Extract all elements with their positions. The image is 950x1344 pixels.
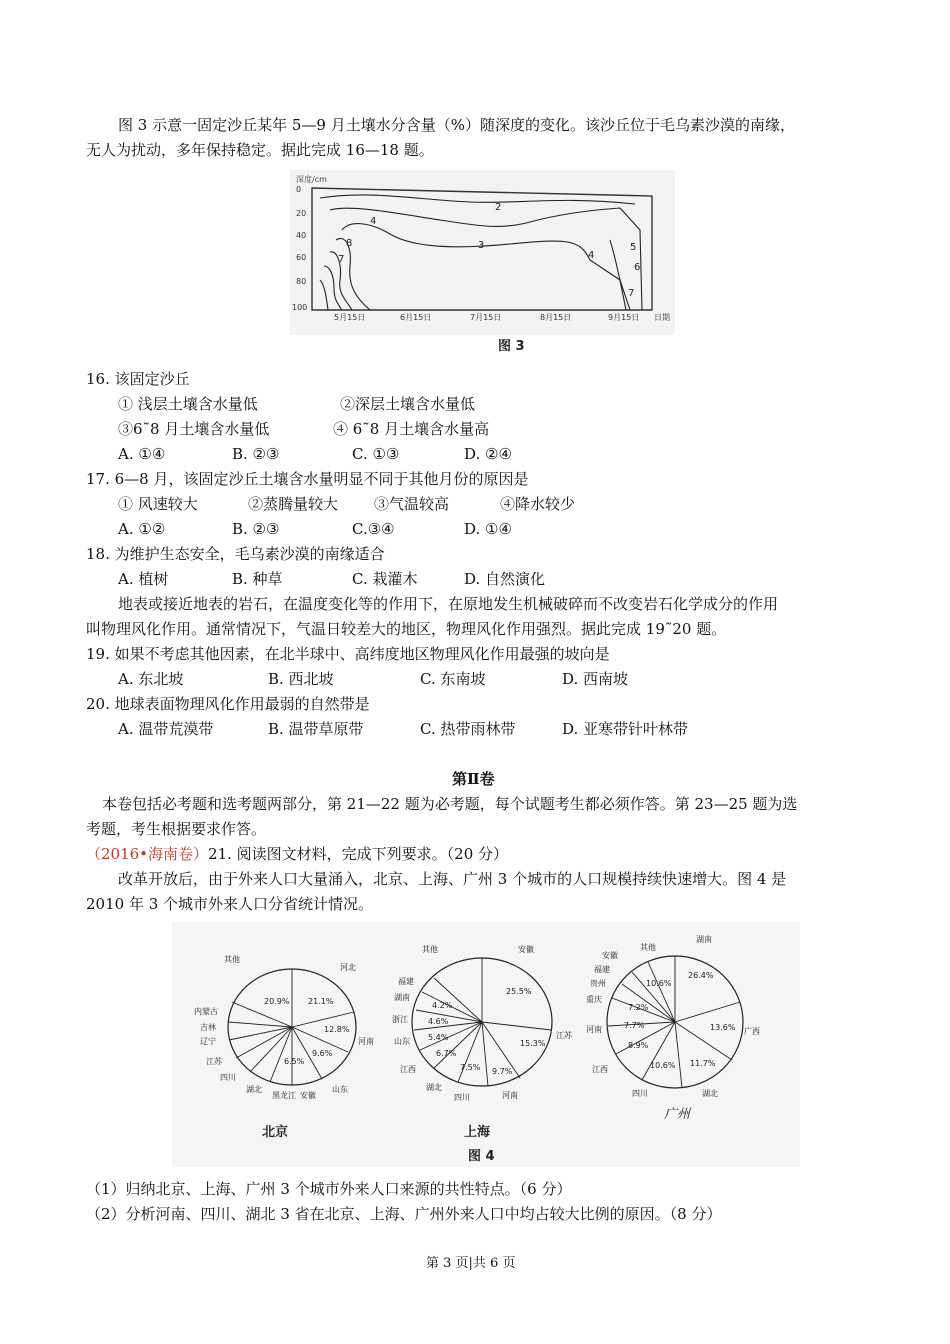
shanghai-value: 4.2% (432, 1001, 453, 1010)
q16-option-a: A. ①④ (118, 445, 166, 463)
guangzhou-value: 26.4% (688, 971, 714, 980)
guangzhou-label: 福建 (594, 965, 610, 974)
beijing-label: 山东 (332, 1085, 348, 1094)
beijing-label: 安徽 (300, 1091, 316, 1100)
q17-option-a: A. ①② (118, 520, 166, 538)
shanghai-label: 其他 (422, 945, 438, 954)
section-2-line1: 本卷包括必考题和选考题两部分，第 21—22 题为必考题，每个试题考生都必须作答。第 23—25 题为选 (102, 795, 798, 813)
y-tick: 80 (296, 277, 307, 286)
q18-option-a: A. 植树 (118, 570, 169, 588)
figure-4 (172, 922, 800, 1167)
q19-option-c: C. 东南坡 (420, 670, 486, 688)
shanghai-label: 安徽 (518, 945, 534, 954)
shanghai-label: 福建 (398, 977, 414, 986)
guangzhou-value: 13.6% (710, 1023, 736, 1032)
x-tick: 8月15日 (540, 313, 572, 322)
guangzhou-label: 重庆 (586, 995, 602, 1004)
q19-option-a: A. 东北坡 (118, 670, 184, 688)
q18-option-b: B. 种草 (232, 570, 283, 588)
y-tick: 100 (292, 303, 308, 312)
beijing-label: 辽宁 (200, 1037, 216, 1046)
q17-statement-3: ③气温较高 (374, 495, 450, 513)
intro2-line2: 叫物理风化作用。通常情况下，气温日较差大的地区，物理风化作用强烈。据此完成 19˜20 题。 (86, 620, 727, 638)
guangzhou-value: 8.9% (628, 1041, 649, 1050)
q17-statement-2: ②蒸腾量较大 (248, 495, 339, 513)
y-tick: 40 (296, 231, 307, 240)
guangzhou-value: 10.6% (650, 1061, 676, 1070)
q17-option-c: C.③④ (352, 520, 395, 538)
guangzhou-label: 河南 (586, 1025, 602, 1034)
q21-sub2: （2）分析河南、四川、湖北 3 省在北京、上海、广州外来人口中均占较大比例的原因。（8 分） (86, 1205, 722, 1223)
beijing-label: 四川 (220, 1073, 236, 1082)
q17-statement-4: ④降水较少 (500, 495, 576, 513)
shanghai-label: 山东 (394, 1037, 410, 1046)
guangzhou-value: 7.7% (624, 1021, 645, 1030)
shanghai-value: 5.4% (428, 1033, 449, 1042)
guangzhou-name: 广州 (664, 1107, 691, 1122)
q17-stem: 17. 6—8 月，该固定沙丘土壤含水量明显不同于其他月份的原因是 (86, 470, 529, 488)
intro1-line1: 图 3 示意一固定沙丘某年 5—9 月土壤水分含量（%）随深度的变化。该沙丘位于毛乌素沙漠的南缘， (118, 116, 795, 134)
contour-label: 7 (628, 288, 635, 299)
contour-label: 2 (495, 202, 502, 213)
y-tick: 60 (296, 253, 307, 262)
shanghai-value: 9.7% (492, 1067, 513, 1076)
guangzhou-label: 四川 (632, 1089, 648, 1098)
beijing-label: 内蒙古 (194, 1007, 218, 1016)
figure-3-caption: 图 3 (498, 339, 525, 354)
q21-sub1: （1）归纳北京、上海、广州 3 个城市外来人口来源的共性特点。（6 分） (86, 1180, 572, 1198)
x-tick: 5月15日 (334, 313, 366, 322)
beijing-value: 9.6% (312, 1049, 333, 1058)
intro1-line2: 无人为扰动，多年保持稳定。据此完成 16—18 题。 (86, 141, 434, 159)
section-2-title: 第Ⅱ卷 (452, 770, 495, 788)
shanghai-value: 4.6% (428, 1017, 449, 1026)
shanghai-value: 15.3% (520, 1039, 546, 1048)
shanghai-value: 25.5% (506, 987, 532, 996)
shanghai-label: 四川 (454, 1093, 470, 1102)
y-axis-title: 深度/cm (296, 175, 327, 184)
contour-label: 8 (346, 238, 353, 249)
figure-4-caption: 图 4 (468, 1149, 495, 1164)
beijing-value: 12.8% (324, 1025, 350, 1034)
q20-option-d: D. 亚寒带针叶林带 (562, 720, 689, 738)
q18-option-d: D. 自然演化 (464, 570, 546, 588)
x-axis-title: 日期 (654, 313, 670, 322)
contour-label: 3 (478, 240, 485, 251)
guangzhou-value: 11.7% (690, 1059, 716, 1068)
q16-statement-2: ②深层土壤含水量低 (340, 395, 476, 413)
q18-option-c: C. 栽灌木 (352, 570, 418, 588)
contour-label: 7 (338, 254, 345, 265)
shanghai-label: 湖南 (394, 993, 410, 1002)
q16-option-b: B. ②③ (232, 445, 280, 463)
q21-para2: 2010 年 3 个城市外来人口分省统计情况。 (86, 895, 374, 913)
x-tick: 9月15日 (608, 313, 640, 322)
beijing-label: 湖北 (246, 1085, 262, 1094)
q17-statement-1: ① 风速较大 (118, 495, 198, 513)
q16-statement-4: ④ 6˜8 月土壤含水量高 (333, 420, 490, 438)
contour-label: 4 (370, 216, 377, 227)
y-tick: 0 (296, 185, 302, 194)
y-tick: 20 (296, 209, 307, 218)
figure-3 (290, 170, 675, 355)
contour-label: 6 (634, 262, 641, 273)
guangzhou-label: 湖南 (696, 935, 712, 944)
shanghai-label: 河南 (502, 1091, 518, 1100)
q19-option-b: B. 西北坡 (268, 670, 334, 688)
beijing-label: 江苏 (206, 1057, 222, 1066)
guangzhou-label: 贵州 (590, 979, 606, 988)
beijing-label: 河南 (358, 1037, 374, 1046)
q21-stem: 21. 阅读图文材料，完成下列要求。（20 分） (208, 845, 509, 863)
page-footer: 第 3 页|共 6 页 (426, 1256, 516, 1271)
shanghai-name: 上海 (464, 1125, 491, 1140)
q16-statement-1: ① 浅层土壤含水量低 (118, 395, 258, 413)
shanghai-value: 7.5% (460, 1063, 481, 1072)
beijing-value: 20.9% (264, 997, 290, 1006)
q21-header (86, 844, 508, 864)
shanghai-label: 江苏 (556, 1031, 572, 1040)
q16-option-c: C. ①③ (352, 445, 400, 463)
guangzhou-value: 7.2% (628, 1003, 649, 1012)
q16-option-d: D. ②④ (464, 445, 512, 463)
q20-option-a: A. 温带荒漠带 (118, 720, 214, 738)
x-tick: 7月15日 (470, 313, 502, 322)
section-2-line2: 考题，考生根据要求作答。 (86, 820, 267, 838)
intro2-line1: 地表或接近地表的岩石，在温度变化等的作用下，在原地发生机械破碎而不改变岩石化学成分的作用 (118, 595, 779, 613)
guangzhou-value: 10.6% (646, 979, 672, 988)
shanghai-label: 江西 (400, 1065, 416, 1074)
beijing-name: 北京 (262, 1125, 289, 1140)
beijing-value: 6.5% (284, 1057, 305, 1066)
q17-option-b: B. ②③ (232, 520, 280, 538)
q18-stem: 18. 为维护生态安全，毛乌素沙漠的南缘适合 (86, 545, 385, 563)
guangzhou-label: 其他 (640, 943, 656, 952)
q20-option-c: C. 热带雨林带 (420, 720, 516, 738)
shanghai-label: 湖北 (426, 1083, 442, 1092)
q17-option-d: D. ①④ (464, 520, 512, 538)
q20-option-b: B. 温带草原带 (268, 720, 364, 738)
contour-label: 4 (588, 250, 595, 261)
q20-stem: 20. 地球表面物理风化作用最弱的自然带是 (86, 695, 370, 713)
beijing-label: 黑龙江 (272, 1091, 296, 1100)
beijing-value: 21.1% (308, 997, 334, 1006)
guangzhou-label: 江西 (592, 1065, 608, 1074)
shanghai-label: 浙江 (392, 1015, 408, 1024)
q16-statement-3: ③6˜8 月土壤含水量低 (118, 420, 270, 438)
q19-option-d: D. 西南坡 (562, 670, 629, 688)
contour-label: 5 (630, 242, 637, 253)
guangzhou-label: 广西 (744, 1027, 760, 1036)
beijing-label: 其他 (224, 955, 240, 964)
beijing-label: 吉林 (200, 1023, 216, 1032)
guangzhou-label: 安徽 (602, 951, 618, 960)
shanghai-value: 6.7% (436, 1049, 457, 1058)
q16-stem: 16. 该固定沙丘 (86, 370, 190, 388)
beijing-label: 河北 (340, 963, 356, 972)
q19-stem: 19. 如果不考虑其他因素，在北半球中、高纬度地区物理风化作用最强的坡向是 (86, 645, 610, 663)
q21-para1: 改革开放后，由于外来人口大量涌入，北京、上海、广州 3 个城市的人口规模持续快速增大。图 4 是 (118, 870, 787, 888)
q21-source: （2016•海南卷） (86, 845, 209, 863)
x-tick: 6月15日 (400, 313, 432, 322)
guangzhou-label: 湖北 (702, 1089, 718, 1098)
